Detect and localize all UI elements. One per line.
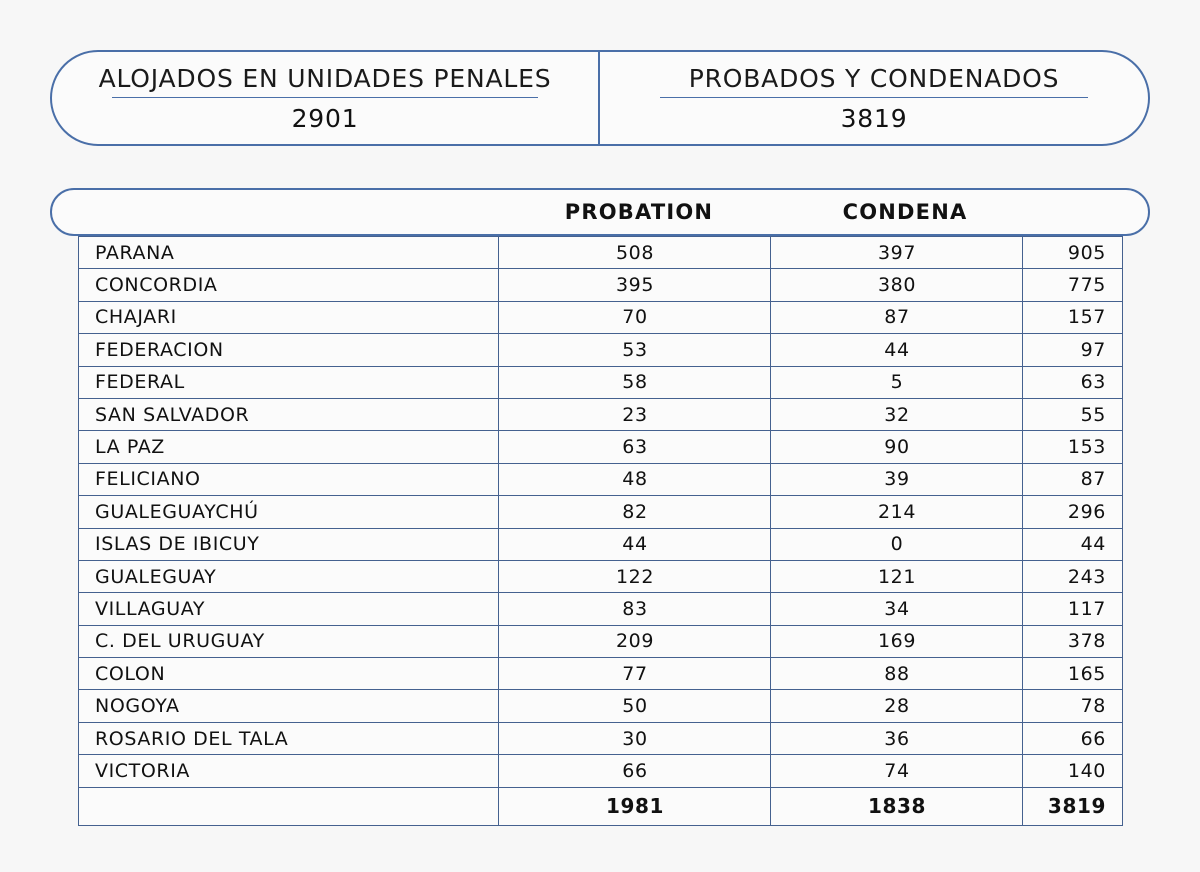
- table-row: [79, 237, 1123, 269]
- row-location: SAN SALVADOR: [79, 398, 499, 430]
- row-location: PARANA: [79, 237, 499, 269]
- row-condena: 169: [771, 625, 1023, 657]
- row-location: FEDERACION: [79, 334, 499, 366]
- column-header-probation: PROBATION: [564, 200, 714, 224]
- row-total: 44: [1023, 528, 1123, 560]
- row-location: C. DEL URUGUAY: [79, 625, 499, 657]
- table-row: [79, 463, 1123, 495]
- row-condena: 74: [771, 755, 1023, 787]
- table-row: [79, 366, 1123, 398]
- summary-divider-alojados: [112, 97, 538, 98]
- table-row: [79, 690, 1123, 722]
- statistics-table: [78, 236, 1123, 826]
- summary-label-probados-condenados: PROBADOS Y CONDENADOS: [688, 63, 1060, 93]
- summary-value-alojados: 2901: [291, 103, 359, 133]
- row-probation: 44: [499, 528, 771, 560]
- row-location: GUALEGUAYCHÚ: [79, 496, 499, 528]
- row-probation: 58: [499, 366, 771, 398]
- table-row: [79, 301, 1123, 333]
- row-total: 63: [1023, 366, 1123, 398]
- row-location: CHAJARI: [79, 301, 499, 333]
- summary-cell-alojados: [52, 52, 600, 144]
- row-probation: 83: [499, 593, 771, 625]
- table-row: [79, 334, 1123, 366]
- row-total: 243: [1023, 560, 1123, 592]
- row-total: 66: [1023, 722, 1123, 754]
- row-probation: 53: [499, 334, 771, 366]
- row-location: ROSARIO DEL TALA: [79, 722, 499, 754]
- row-total: 97: [1023, 334, 1123, 366]
- row-condena: 380: [771, 269, 1023, 301]
- totals-condena: 1838: [771, 787, 1023, 825]
- row-condena: 397: [771, 237, 1023, 269]
- row-probation: 209: [499, 625, 771, 657]
- row-probation: 66: [499, 755, 771, 787]
- column-header-condena: CONDENA: [842, 200, 968, 224]
- row-condena: 87: [771, 301, 1023, 333]
- totals-location: [79, 787, 499, 825]
- row-probation: 63: [499, 431, 771, 463]
- row-condena: 36: [771, 722, 1023, 754]
- row-probation: 23: [499, 398, 771, 430]
- row-probation: 122: [499, 560, 771, 592]
- totals-total: 3819: [1023, 787, 1123, 825]
- table-header-pill: [50, 188, 1150, 236]
- row-probation: 82: [499, 496, 771, 528]
- row-probation: 48: [499, 463, 771, 495]
- row-total: 78: [1023, 690, 1123, 722]
- row-location: VILLAGUAY: [79, 593, 499, 625]
- summary-divider-probados-condenados: [660, 97, 1087, 98]
- table-row: [79, 658, 1123, 690]
- row-total: 378: [1023, 625, 1123, 657]
- row-condena: 90: [771, 431, 1023, 463]
- row-location: VICTORIA: [79, 755, 499, 787]
- row-total: 775: [1023, 269, 1123, 301]
- row-probation: 508: [499, 237, 771, 269]
- row-condena: 32: [771, 398, 1023, 430]
- row-condena: 0: [771, 528, 1023, 560]
- row-probation: 70: [499, 301, 771, 333]
- row-condena: 214: [771, 496, 1023, 528]
- row-location: LA PAZ: [79, 431, 499, 463]
- row-probation: 395: [499, 269, 771, 301]
- row-condena: 5: [771, 366, 1023, 398]
- row-location: GUALEGUAY: [79, 560, 499, 592]
- table-row: [79, 269, 1123, 301]
- table-totals-row: [79, 787, 1123, 825]
- table-row: [79, 755, 1123, 787]
- table-row: [79, 593, 1123, 625]
- data-table-container: [78, 236, 1122, 826]
- row-location: NOGOYA: [79, 690, 499, 722]
- row-location: COLON: [79, 658, 499, 690]
- row-location: FEDERAL: [79, 366, 499, 398]
- summary-banner: [50, 50, 1150, 146]
- table-row: [79, 528, 1123, 560]
- summary-label-alojados: ALOJADOS EN UNIDADES PENALES: [98, 63, 552, 93]
- row-location: ISLAS DE IBICUY: [79, 528, 499, 560]
- row-condena: 44: [771, 334, 1023, 366]
- totals-probation: 1981: [499, 787, 771, 825]
- row-total: 153: [1023, 431, 1123, 463]
- table-row: [79, 496, 1123, 528]
- summary-cell-probados-condenados: [600, 52, 1148, 144]
- summary-value-probados-condenados: 3819: [840, 103, 908, 133]
- row-probation: 30: [499, 722, 771, 754]
- table-row: [79, 722, 1123, 754]
- table-row: [79, 560, 1123, 592]
- row-condena: 121: [771, 560, 1023, 592]
- row-total: 905: [1023, 237, 1123, 269]
- row-condena: 28: [771, 690, 1023, 722]
- row-probation: 77: [499, 658, 771, 690]
- table-row: [79, 431, 1123, 463]
- row-location: CONCORDIA: [79, 269, 499, 301]
- table-row: [79, 625, 1123, 657]
- row-condena: 34: [771, 593, 1023, 625]
- row-total: 165: [1023, 658, 1123, 690]
- row-total: 117: [1023, 593, 1123, 625]
- row-total: 87: [1023, 463, 1123, 495]
- row-total: 140: [1023, 755, 1123, 787]
- table-row: [79, 398, 1123, 430]
- row-probation: 50: [499, 690, 771, 722]
- row-total: 157: [1023, 301, 1123, 333]
- row-location: FELICIANO: [79, 463, 499, 495]
- row-condena: 88: [771, 658, 1023, 690]
- row-total: 296: [1023, 496, 1123, 528]
- row-total: 55: [1023, 398, 1123, 430]
- table-body: [79, 237, 1123, 826]
- row-condena: 39: [771, 463, 1023, 495]
